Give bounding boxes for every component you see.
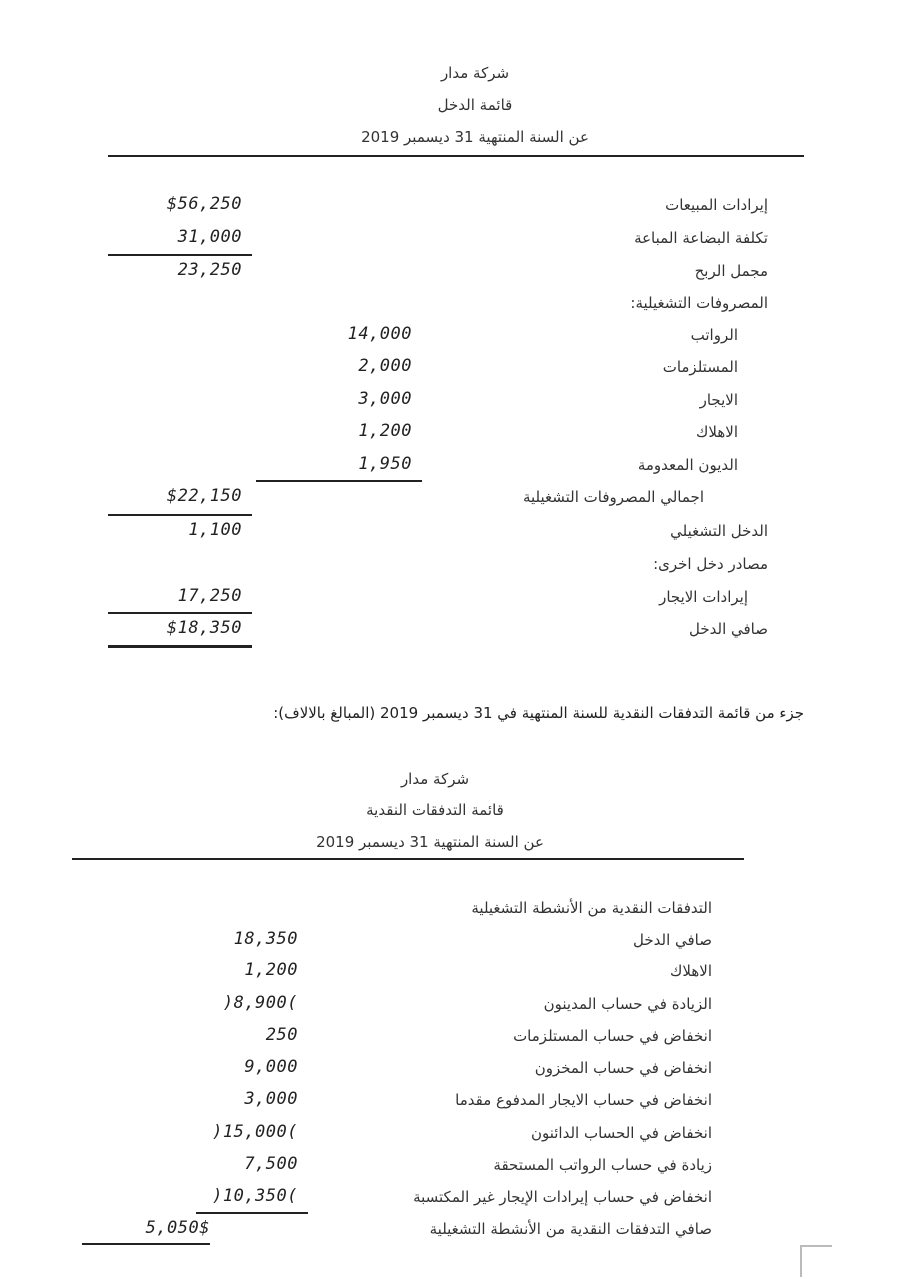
- row-amount: 250: [265, 1025, 298, 1045]
- row-amount-inner: 3,000: [358, 389, 412, 409]
- row-amount: 3,000: [244, 1089, 298, 1109]
- row-amount: )8,900(: [222, 993, 298, 1013]
- row-amount-inner: 14,000: [347, 324, 412, 344]
- row-amount: 23,250: [177, 260, 242, 280]
- cash-flow-company-name: شركة مدار: [400, 770, 470, 788]
- row-amount: 1,200: [244, 960, 298, 980]
- row-label: المستلزمات: [662, 358, 738, 376]
- row-label: انخفاض في حساب المخزون: [534, 1059, 712, 1077]
- row-amount: 31,000: [177, 227, 242, 247]
- row-amount: 17,250: [177, 586, 242, 606]
- row-amount: $22,150: [166, 486, 242, 506]
- row-amount: 7,500: [244, 1154, 298, 1174]
- row-label: انخفاض في حساب المستلزمات: [513, 1027, 712, 1045]
- section-title: التدفقات النقدية من الأنشطة التشغيلية: [471, 899, 712, 917]
- row-amount: )15,000(: [212, 1122, 298, 1142]
- row-amount: 9,000: [244, 1057, 298, 1077]
- subtotal-rule: [108, 254, 252, 256]
- row-amount-inner: 1,200: [358, 421, 412, 441]
- row-amount: 1,100: [188, 520, 242, 540]
- cash-flow-note: جزء من قائمة التدفقات النقدية للسنة المنتهية في 31 ديسمبر 2019 (المبالغ بالالاف):: [273, 704, 804, 722]
- row-label: صافي الدخل: [633, 931, 712, 949]
- row-label: إيرادات الايجار: [659, 588, 748, 606]
- row-label: زيادة في حساب الرواتب المستحقة: [493, 1156, 712, 1174]
- income-statement-title: قائمة الدخل: [437, 96, 513, 114]
- section-label: مصادر دخل اخرى:: [653, 555, 768, 573]
- cash-flow-title: قائمة التدفقات النقدية: [366, 801, 504, 819]
- row-label: انخفاض في حساب إيرادات الإيجار غير المكتسبة: [413, 1188, 712, 1206]
- subtotal-rule: [108, 612, 252, 614]
- row-label: الزيادة في حساب المدينون: [543, 995, 712, 1013]
- row-amount: $56,250: [166, 194, 242, 214]
- row-label: الرواتب: [690, 326, 738, 344]
- row-amount: )10,350(: [212, 1186, 298, 1206]
- row-label: إيرادات المبيعات: [665, 196, 768, 214]
- subtotal-rule: [196, 1212, 308, 1214]
- header-divider: [108, 155, 804, 157]
- header-divider: [72, 858, 744, 860]
- subtotal-rule: [256, 480, 422, 482]
- total-label: صافي التدفقات النقدية من الأنشطة التشغيلية: [429, 1220, 712, 1238]
- row-amount: 18,350: [233, 929, 298, 949]
- income-statement-period: عن السنة المنتهية 31 ديسمبر 2019: [361, 128, 589, 146]
- row-label: تكلفة البضاعة المباعة: [634, 229, 768, 247]
- net-income-amount: $18,350: [166, 618, 242, 638]
- net-income-label: صافي الدخل: [689, 620, 768, 638]
- page-corner-mark: [800, 1245, 832, 1277]
- total-amount: 5,050$: [145, 1218, 210, 1238]
- double-underline: [108, 645, 252, 648]
- row-label: الاهلاك: [670, 962, 712, 980]
- row-label: الاهلاك: [696, 423, 738, 441]
- income-company-name: شركة مدار: [440, 64, 510, 82]
- row-label: انخفاض في الحساب الدائنون: [530, 1124, 712, 1142]
- row-label: اجمالي المصروفات التشغيلية: [522, 488, 704, 506]
- subtotal-rule: [108, 514, 252, 516]
- cash-flow-period: عن السنة المنتهية 31 ديسمبر 2019: [316, 833, 544, 851]
- row-label: مجمل الربح: [694, 262, 768, 280]
- row-label: الديون المعدومة: [637, 456, 738, 474]
- section-label: المصروفات التشغيلية:: [630, 294, 768, 312]
- total-underline: [82, 1243, 210, 1245]
- row-amount-inner: 1,950: [358, 454, 412, 474]
- row-label: الايجار: [699, 391, 738, 409]
- row-label: الدخل التشغيلي: [670, 522, 768, 540]
- row-label: انخفاض في حساب الايجار المدفوع مقدما: [455, 1091, 712, 1109]
- row-amount-inner: 2,000: [358, 356, 412, 376]
